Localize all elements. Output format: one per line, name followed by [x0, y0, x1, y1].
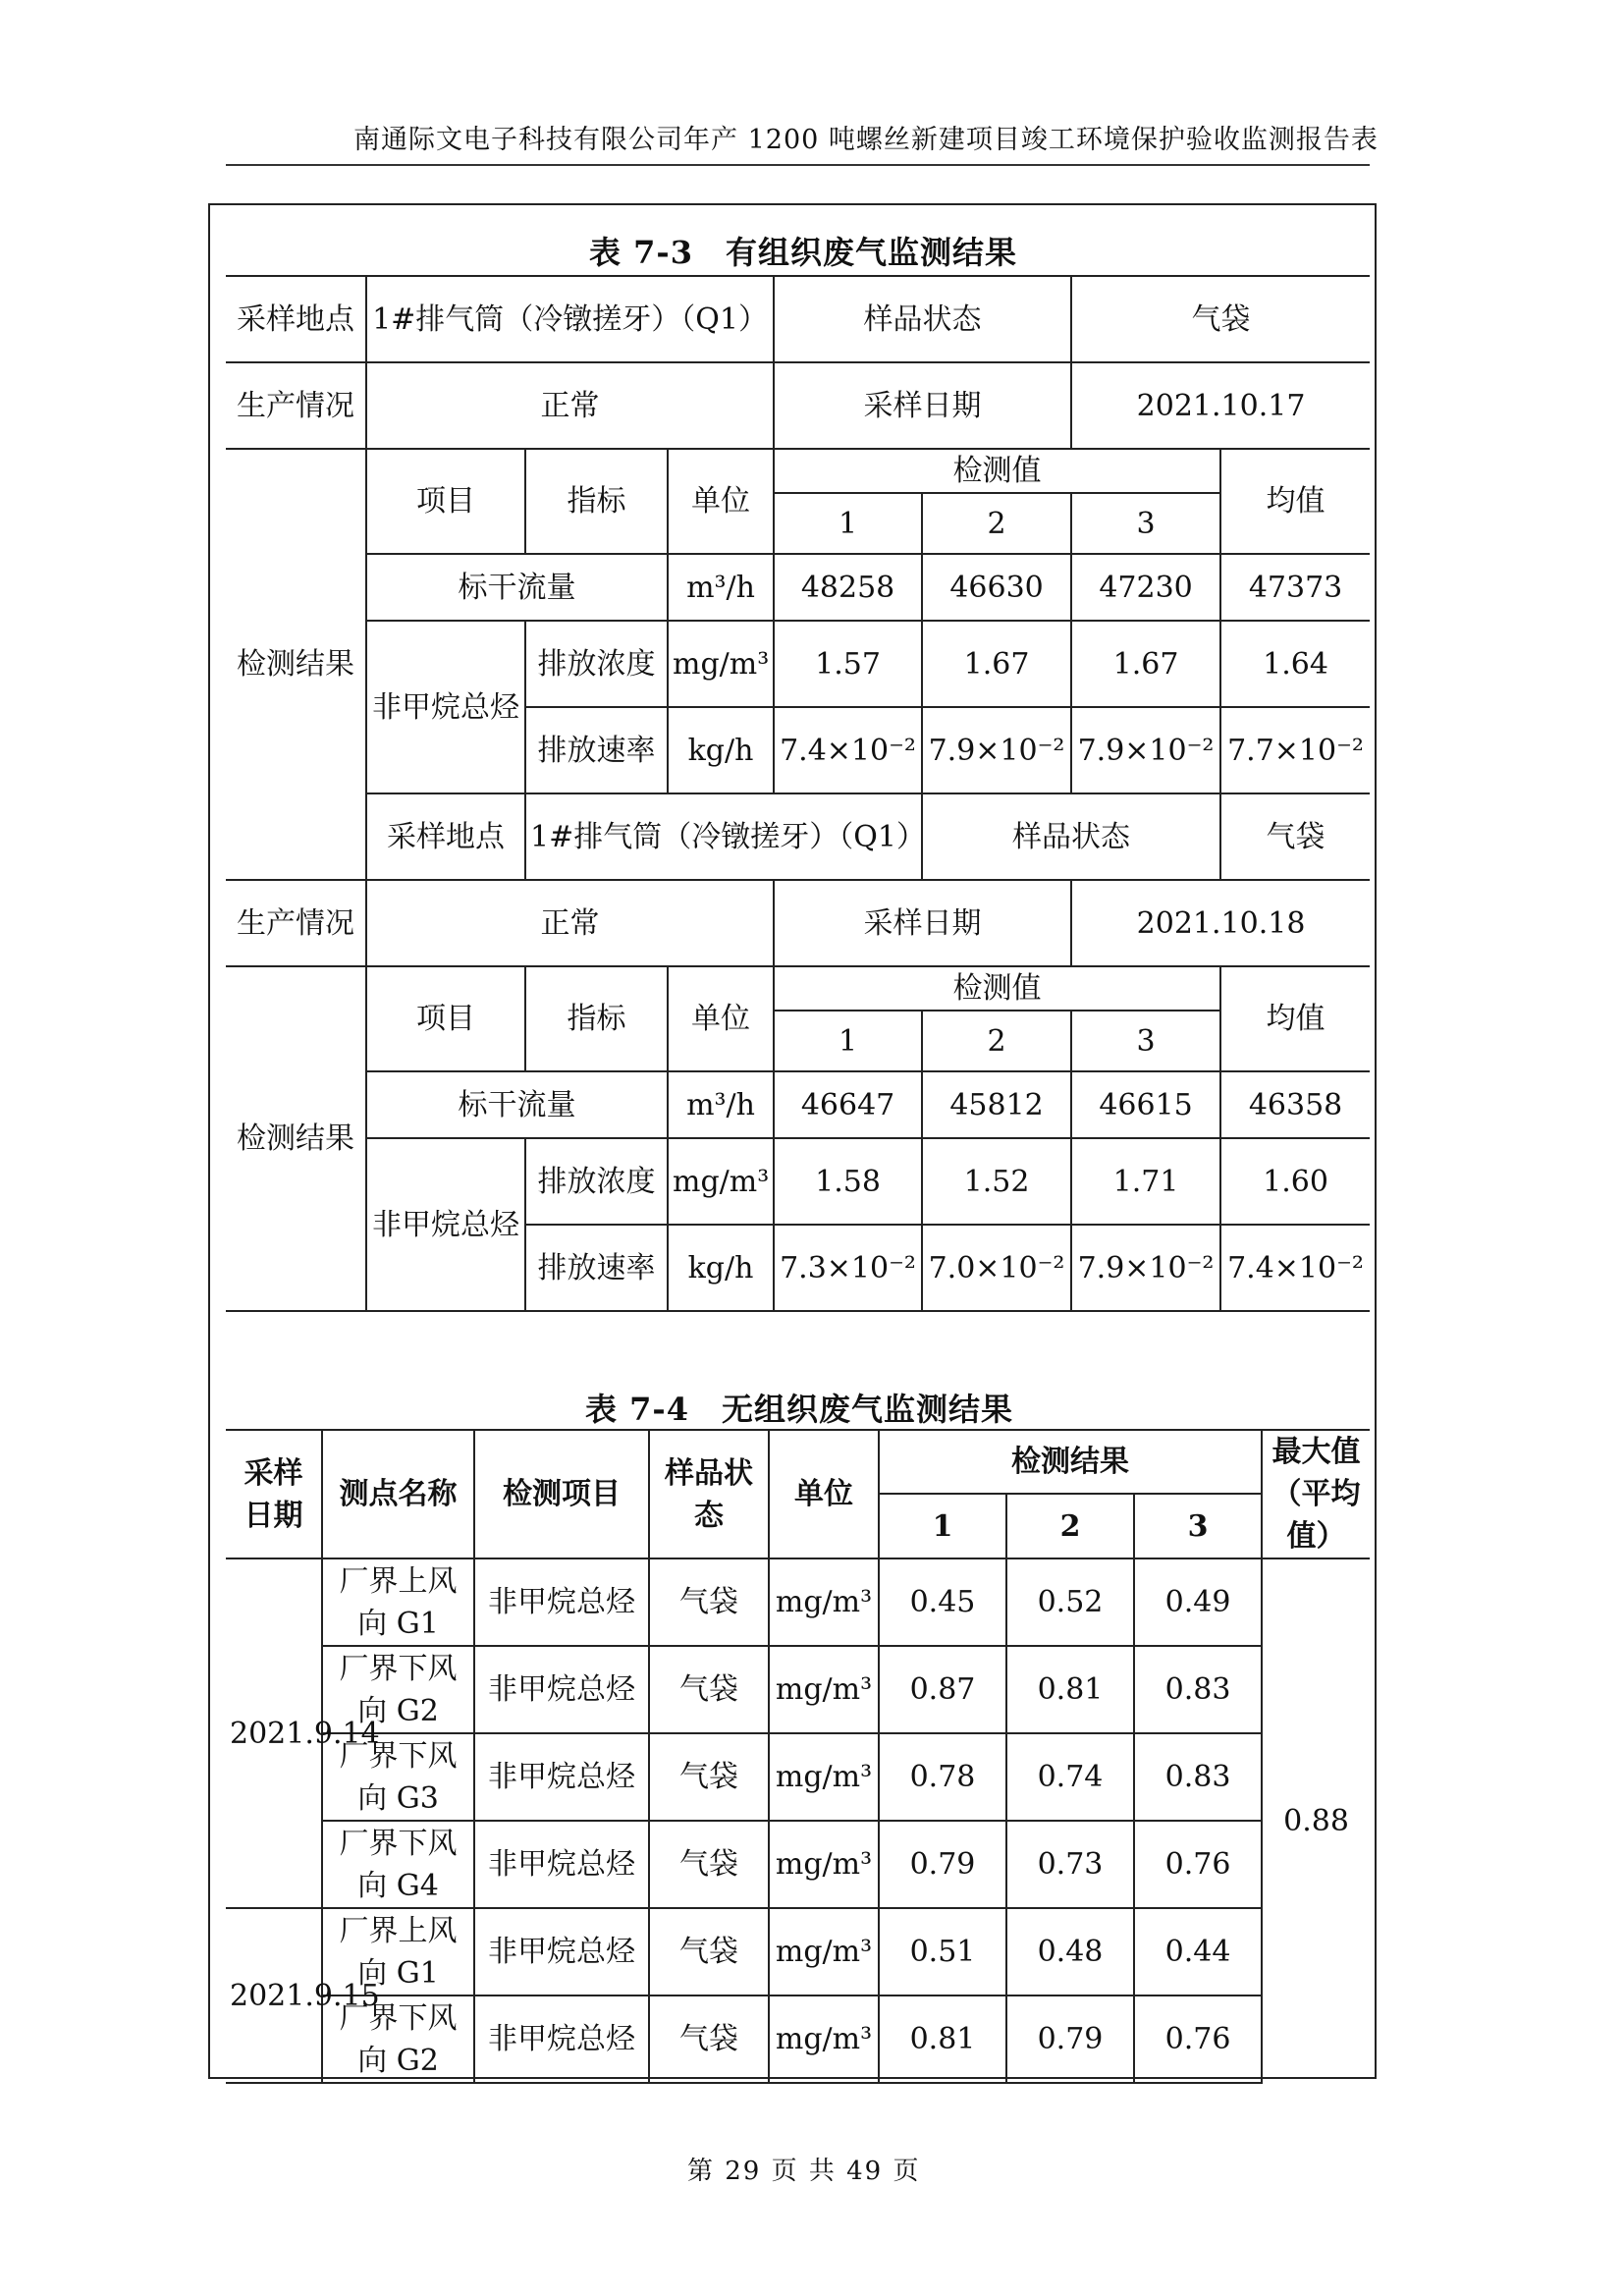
rate-value: 7.9×10⁻² [922, 707, 1071, 793]
table-row [226, 966, 1370, 1011]
item-header: 项目 [366, 449, 525, 554]
table-row [226, 1821, 1370, 1908]
conc-label: 排放浓度 [525, 621, 668, 707]
flow-label: 标干流量 [366, 1071, 668, 1138]
mean-header: 均值 [1220, 449, 1370, 554]
production-label: 生产情况 [226, 362, 366, 449]
conc-value: 1.71 [1071, 1138, 1220, 1225]
sample-date: 2021.9.15 [226, 1908, 322, 2083]
result-value: 0.81 [1006, 1646, 1134, 1733]
table-row [226, 621, 1370, 707]
result-value: 0.52 [1006, 1558, 1134, 1646]
table-row [226, 880, 1370, 966]
status-value: 气袋 [1071, 276, 1370, 362]
result-value: 0.87 [879, 1646, 1006, 1733]
flow-label: 标干流量 [366, 554, 668, 621]
unit: mg/m³ [769, 1908, 879, 1995]
table-row [226, 276, 1370, 362]
run-number: 3 [1071, 1011, 1220, 1071]
sample-state: 气袋 [649, 1908, 769, 1995]
sample-state: 气袋 [649, 1646, 769, 1733]
flow-value: 46647 [774, 1071, 922, 1138]
detect-results-label: 检测结果 [226, 449, 366, 880]
detect-value-header: 检测值 [774, 966, 1220, 1011]
result-value: 0.44 [1134, 1908, 1262, 1995]
date-label: 采样日期 [774, 362, 1071, 449]
flow-value: 46615 [1071, 1071, 1220, 1138]
production-value: 正常 [366, 362, 774, 449]
table-row [226, 793, 1370, 880]
production-value: 正常 [366, 880, 774, 966]
flow-value: 46630 [922, 554, 1071, 621]
unit-header: 单位 [769, 1430, 879, 1558]
item-name: 非甲烷总烃 [474, 1558, 649, 1646]
result-value: 0.45 [879, 1558, 1006, 1646]
site-value: 1#排气筒（冷镦搓牙）（Q1） [525, 793, 922, 880]
result-value: 0.73 [1006, 1821, 1134, 1908]
date-value: 2021.10.17 [1071, 362, 1370, 449]
table-row [226, 1430, 1370, 1494]
unit-header: 单位 [668, 449, 774, 554]
rate-value: 7.7×10⁻² [1220, 707, 1370, 793]
site-label: 采样地点 [366, 793, 525, 880]
result-value: 0.81 [879, 1995, 1006, 2083]
result-value: 0.74 [1006, 1733, 1134, 1821]
page-header: 南通际文电子科技有限公司年产 1200 吨螺丝新建项目竣工环境保护验收监测报告表 [353, 125, 1379, 155]
rate-unit: kg/h [668, 1225, 774, 1311]
item-header: 检测项目 [474, 1430, 649, 1558]
table-7-3 [226, 275, 1370, 1312]
run-number: 2 [1006, 1494, 1134, 1558]
item-name: 非甲烷总烃 [474, 1821, 649, 1908]
result-value: 0.83 [1134, 1733, 1262, 1821]
point-header: 测点名称 [322, 1430, 474, 1558]
result-value: 0.49 [1134, 1558, 1262, 1646]
sample-state: 气袋 [649, 1558, 769, 1646]
table-row [226, 1733, 1370, 1821]
status-label: 样品状态 [922, 793, 1220, 880]
point-name: 厂界下风向 G3 [322, 1733, 474, 1821]
result-value: 0.76 [1134, 1995, 1262, 2083]
table-row [226, 1071, 1370, 1138]
status-value: 气袋 [1220, 793, 1370, 880]
table-row [226, 1558, 1370, 1646]
rate-unit: kg/h [668, 707, 774, 793]
result-value: 0.78 [879, 1733, 1006, 1821]
rate-value: 7.9×10⁻² [1071, 707, 1220, 793]
rate-value: 7.0×10⁻² [922, 1225, 1071, 1311]
index-header: 指标 [525, 449, 668, 554]
unit: mg/m³ [769, 1821, 879, 1908]
result-value: 0.48 [1006, 1908, 1134, 1995]
table-row [226, 1646, 1370, 1733]
conc-value: 1.57 [774, 621, 922, 707]
sample-state: 气袋 [649, 1733, 769, 1821]
run-number: 2 [922, 1011, 1071, 1071]
results-header: 检测结果 [879, 1430, 1262, 1494]
unit: mg/m³ [769, 1558, 879, 1646]
result-value: 0.76 [1134, 1821, 1262, 1908]
table-7-3-caption: 表 7-3 有组织废气监测结果 [589, 234, 1017, 271]
sample-state: 气袋 [649, 1821, 769, 1908]
status-label: 样品状态 [774, 276, 1071, 362]
table-row [226, 554, 1370, 621]
state-header: 样品状态 [649, 1430, 769, 1558]
unit: mg/m³ [769, 1733, 879, 1821]
conc-value: 1.67 [1071, 621, 1220, 707]
detect-results-label: 检测结果 [226, 966, 366, 1311]
rate-value: 7.4×10⁻² [1220, 1225, 1370, 1311]
item-name: 非甲烷总烃 [474, 1908, 649, 1995]
site-label: 采样地点 [226, 276, 366, 362]
rate-label: 排放速率 [525, 1225, 668, 1311]
pollutant-label: 非甲烷总烃 [366, 1138, 525, 1311]
item-header: 项目 [366, 966, 525, 1071]
page-number: 第 29 页 共 49 页 [687, 2157, 921, 2186]
result-value: 0.79 [1006, 1995, 1134, 2083]
index-header: 指标 [525, 966, 668, 1071]
pollutant-label: 非甲烷总烃 [366, 621, 525, 793]
run-number: 3 [1071, 493, 1220, 554]
run-number: 1 [774, 493, 922, 554]
max-value: 0.88 [1262, 1558, 1370, 2083]
run-number: 2 [922, 493, 1071, 554]
item-name: 非甲烷总烃 [474, 1646, 649, 1733]
table-row [226, 362, 1370, 449]
flow-value: 45812 [922, 1071, 1071, 1138]
conc-value: 1.52 [922, 1138, 1071, 1225]
item-name: 非甲烷总烃 [474, 1733, 649, 1821]
rate-value: 7.3×10⁻² [774, 1225, 922, 1311]
item-name: 非甲烷总烃 [474, 1995, 649, 2083]
conc-unit: mg/m³ [668, 1138, 774, 1225]
rate-value: 7.4×10⁻² [774, 707, 922, 793]
flow-unit: m³/h [668, 554, 774, 621]
site-value: 1#排气筒（冷镦搓牙）（Q1） [366, 276, 774, 362]
result-value: 0.83 [1134, 1646, 1262, 1733]
conc-value: 1.64 [1220, 621, 1370, 707]
result-value: 0.79 [879, 1821, 1006, 1908]
result-value: 0.51 [879, 1908, 1006, 1995]
table-7-4-caption: 表 7-4 无组织废气监测结果 [585, 1391, 1013, 1428]
conc-value: 1.58 [774, 1138, 922, 1225]
unit-header: 单位 [668, 966, 774, 1071]
point-name: 厂界下风向 G2 [322, 1646, 474, 1733]
rate-value: 7.9×10⁻² [1071, 1225, 1220, 1311]
mean-header: 均值 [1220, 966, 1370, 1071]
conc-value: 1.67 [922, 621, 1071, 707]
sample-state: 气袋 [649, 1995, 769, 2083]
table-row [226, 1138, 1370, 1225]
conc-label: 排放浓度 [525, 1138, 668, 1225]
flow-value: 47230 [1071, 554, 1220, 621]
flow-value: 48258 [774, 554, 922, 621]
date-label: 采样日期 [774, 880, 1071, 966]
unit: mg/m³ [769, 1646, 879, 1733]
unit: mg/m³ [769, 1995, 879, 2083]
flow-value: 47373 [1220, 554, 1370, 621]
date-value: 2021.10.18 [1071, 880, 1370, 966]
production-label: 生产情况 [226, 880, 366, 966]
rate-label: 排放速率 [525, 707, 668, 793]
max-header: 最大值（平均值） [1262, 1430, 1370, 1558]
conc-value: 1.60 [1220, 1138, 1370, 1225]
sample-date: 2021.9.14 [226, 1558, 322, 1908]
detect-value-header: 检测值 [774, 449, 1220, 493]
run-number: 3 [1134, 1494, 1262, 1558]
date-header: 采样日期 [226, 1430, 322, 1558]
table-7-4 [226, 1429, 1370, 2084]
header-divider [226, 164, 1370, 166]
table-row [226, 1908, 1370, 1995]
flow-unit: m³/h [668, 1071, 774, 1138]
point-name: 厂界上风向 G1 [322, 1908, 474, 1995]
table-row [226, 449, 1370, 493]
point-name: 厂界下风向 G2 [322, 1995, 474, 2083]
run-number: 1 [879, 1494, 1006, 1558]
run-number: 1 [774, 1011, 922, 1071]
point-name: 厂界下风向 G4 [322, 1821, 474, 1908]
table-row [226, 1995, 1370, 2083]
conc-unit: mg/m³ [668, 621, 774, 707]
flow-value: 46358 [1220, 1071, 1370, 1138]
point-name: 厂界上风向 G1 [322, 1558, 474, 1646]
